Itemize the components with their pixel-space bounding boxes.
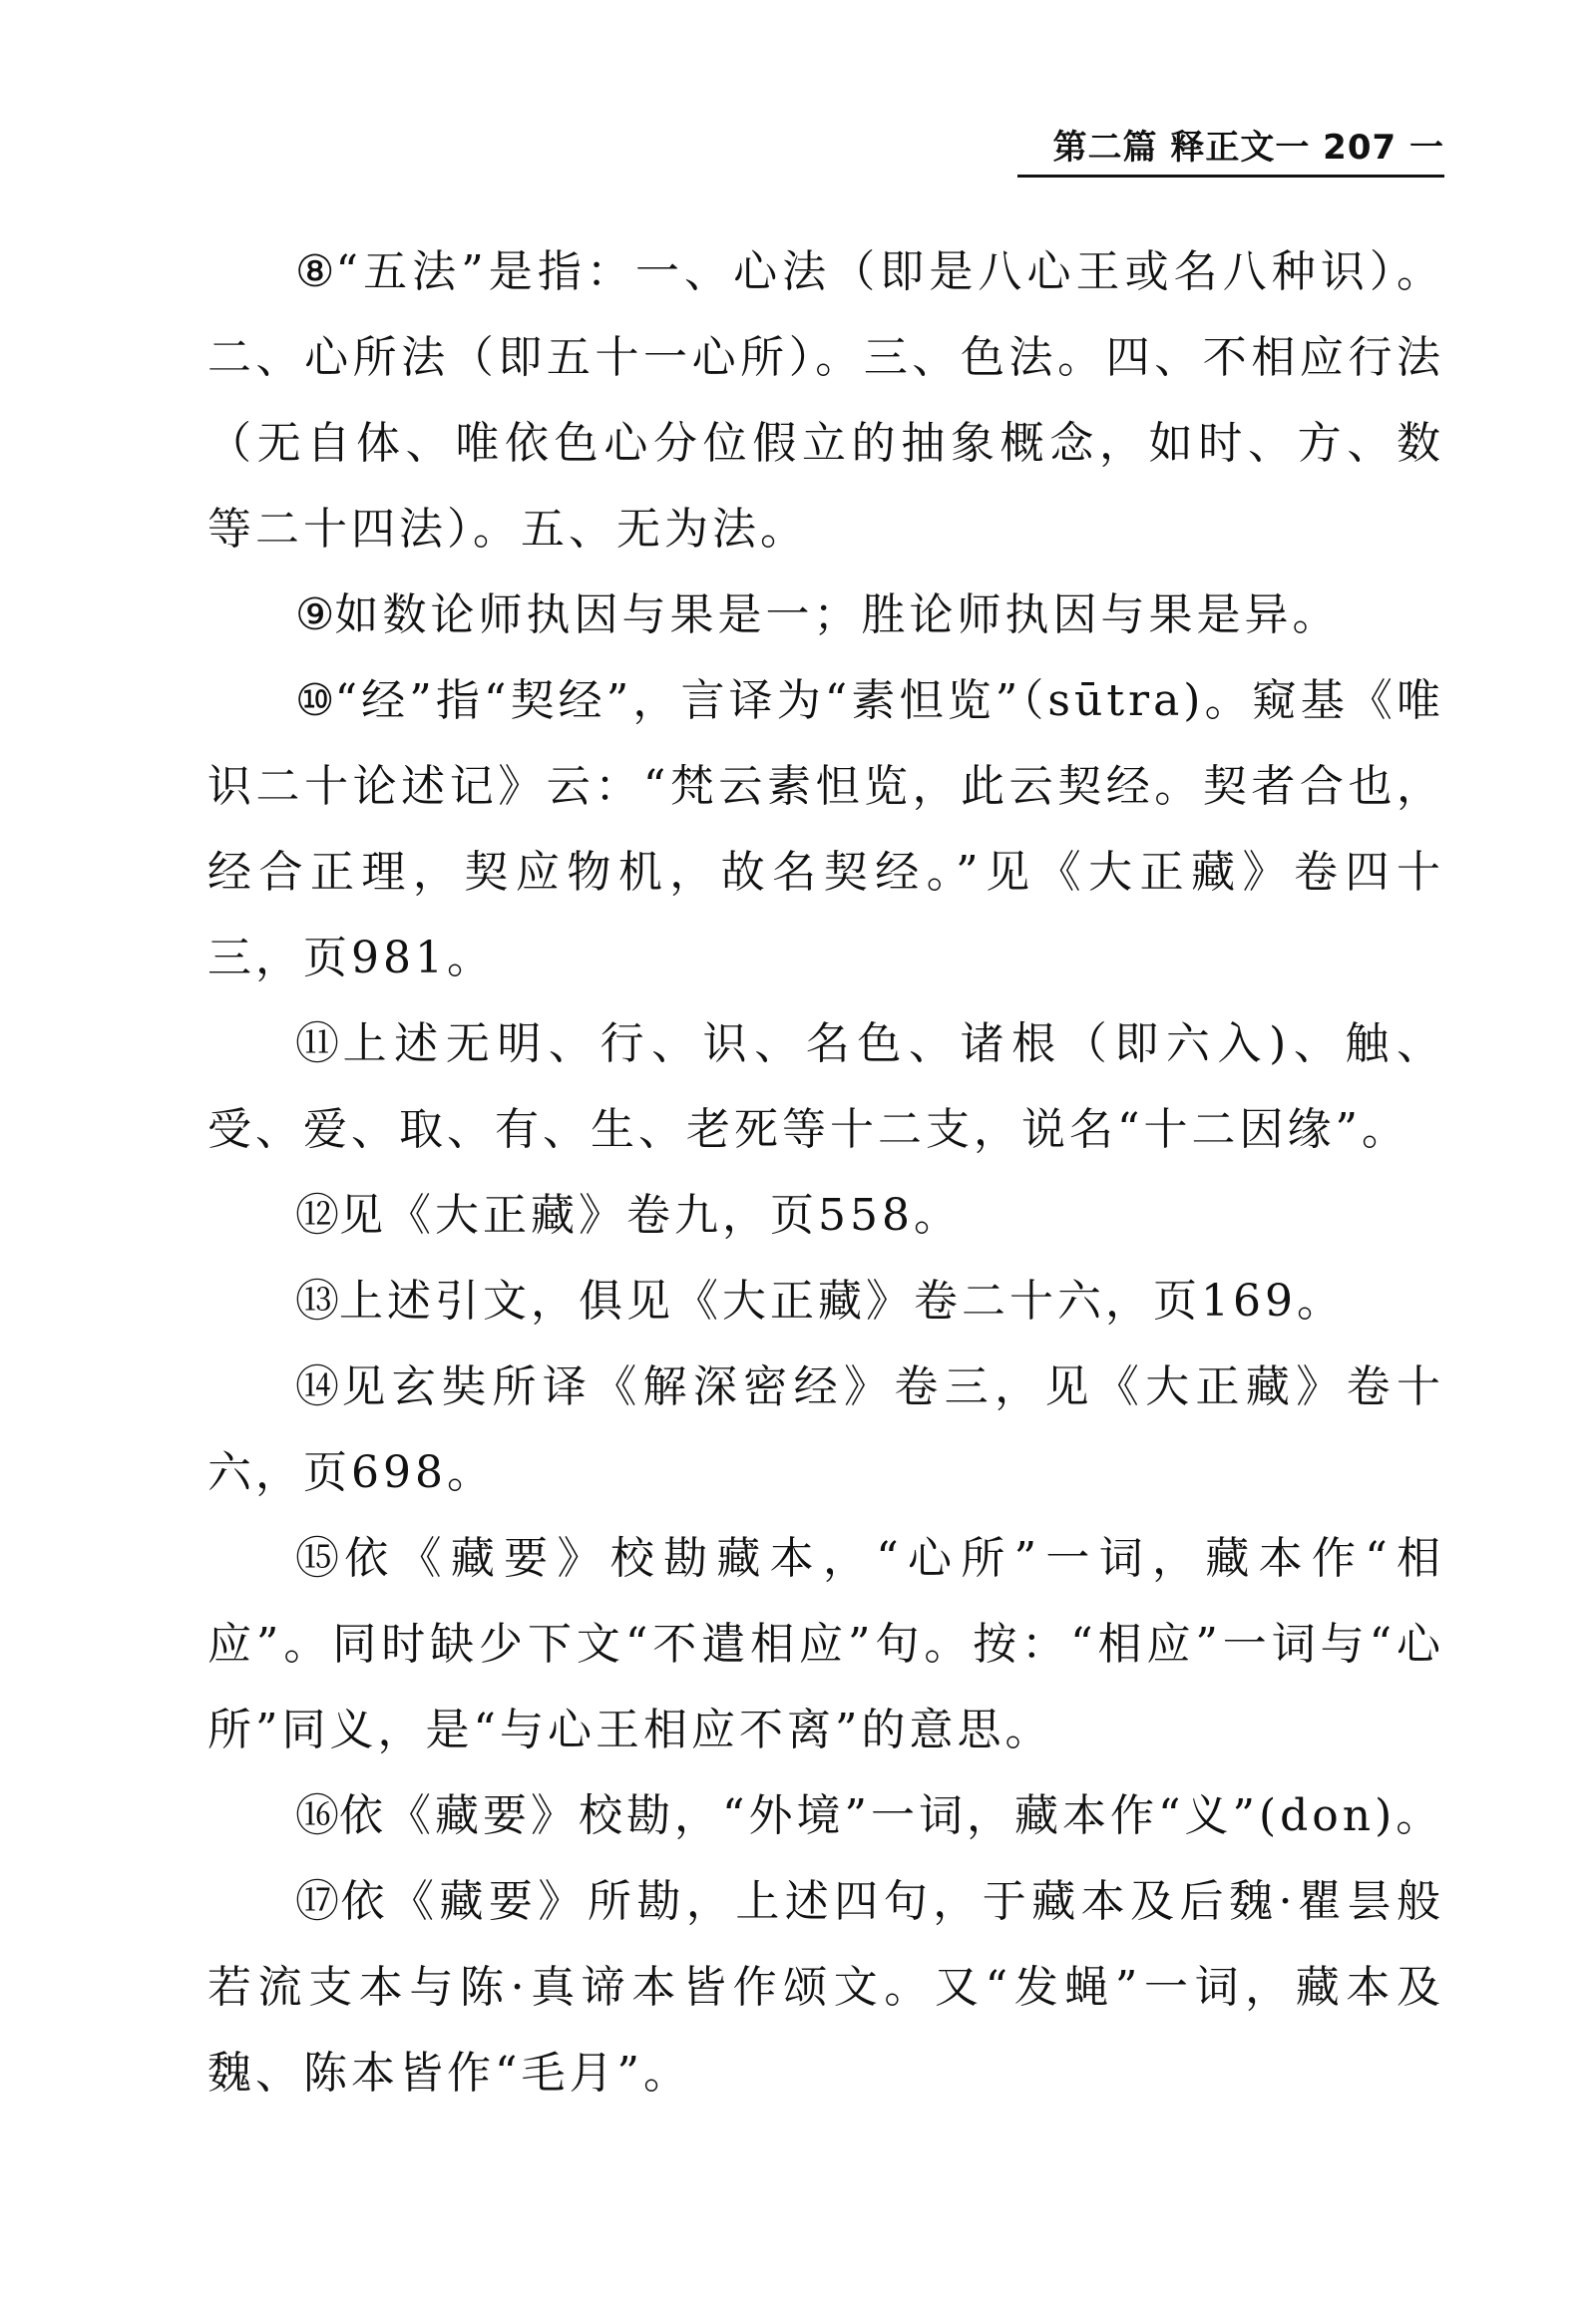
note-15 xyxy=(207,1516,1444,1773)
note-marker: ⑧ xyxy=(295,246,336,297)
note-text: 见玄奘所译《解深密经》卷三，见《大正藏》卷十六，页698。 xyxy=(207,1361,1445,1498)
note-text: 如数论师执因与果是一；胜论师执因与果是异。 xyxy=(334,589,1341,640)
note-11 xyxy=(207,1001,1444,1173)
note-12 xyxy=(207,1173,1444,1259)
note-text: 上述引文，俱见《大正藏》卷二十六，页169。 xyxy=(339,1276,1345,1327)
note-text: 见《大正藏》卷九，页558。 xyxy=(339,1190,962,1241)
note-text: “五法”是指：一、心法（即是八心王或名八种识）。二、心所法（即五十一心所）。三、色法。四、不相应行法（无自体、唯依色心分位假立的抽象概念，如时、方、数等二十四法）。五、无为法。 xyxy=(207,246,1444,555)
note-marker: ⑩ xyxy=(295,675,335,726)
header-rule xyxy=(1017,175,1444,178)
endnotes xyxy=(207,229,1444,2117)
note-marker: ⑰ xyxy=(295,1876,341,1927)
note-text: 依《藏要》校勘，“外境”一词，藏本作“义”(don)。 xyxy=(339,1790,1444,1841)
note-9 xyxy=(207,573,1444,658)
note-marker: ⑨ xyxy=(295,589,335,640)
note-marker: ⑬ xyxy=(295,1276,339,1327)
note-17 xyxy=(207,1859,1444,2117)
note-text: 上述无明、行、识、名色、诸根（即六入)、触、受、爱、取、有、生、老死等十二支，说名“十二因缘”。 xyxy=(207,1018,1445,1155)
page-number: 207 xyxy=(1323,128,1397,168)
note-8 xyxy=(207,229,1444,573)
header-dash: 一 xyxy=(1409,128,1444,168)
note-text: 依《藏要》所勘，上述四句，于藏本及后魏·瞿昙般若流支本与陈·真谛本皆作颂文。又“发蝇”一词，藏本及魏、陈本皆作“毛月”。 xyxy=(207,1876,1445,2099)
note-marker: ⑪ xyxy=(295,1018,343,1069)
running-title: 第二篇 释正文一 xyxy=(1052,128,1311,168)
note-text: “经”指“契经”，言译为“素怛览”（sūtra)。窥基《唯识二十论述记》云：“梵云素怛览，此云契经。契者合也，经合正理，契应物机，故名契经。”见《大正藏》卷四十三，页981。 xyxy=(207,675,1444,983)
note-marker: ⑭ xyxy=(295,1361,342,1412)
note-16 xyxy=(207,1773,1444,1859)
note-marker: ⑯ xyxy=(295,1790,339,1841)
note-14 xyxy=(207,1345,1444,1516)
note-13 xyxy=(207,1259,1444,1345)
running-header xyxy=(1052,128,1444,168)
note-10 xyxy=(207,658,1444,1001)
note-marker: ⑮ xyxy=(295,1533,345,1584)
note-marker: ⑫ xyxy=(295,1190,339,1241)
note-text: 依《藏要》校勘藏本，“心所”一词，藏本作“相应”。同时缺少下文“不遣相应”句。按：“相应”一词与“心所”同义，是“与心王相应不离”的意思。 xyxy=(207,1533,1444,1755)
